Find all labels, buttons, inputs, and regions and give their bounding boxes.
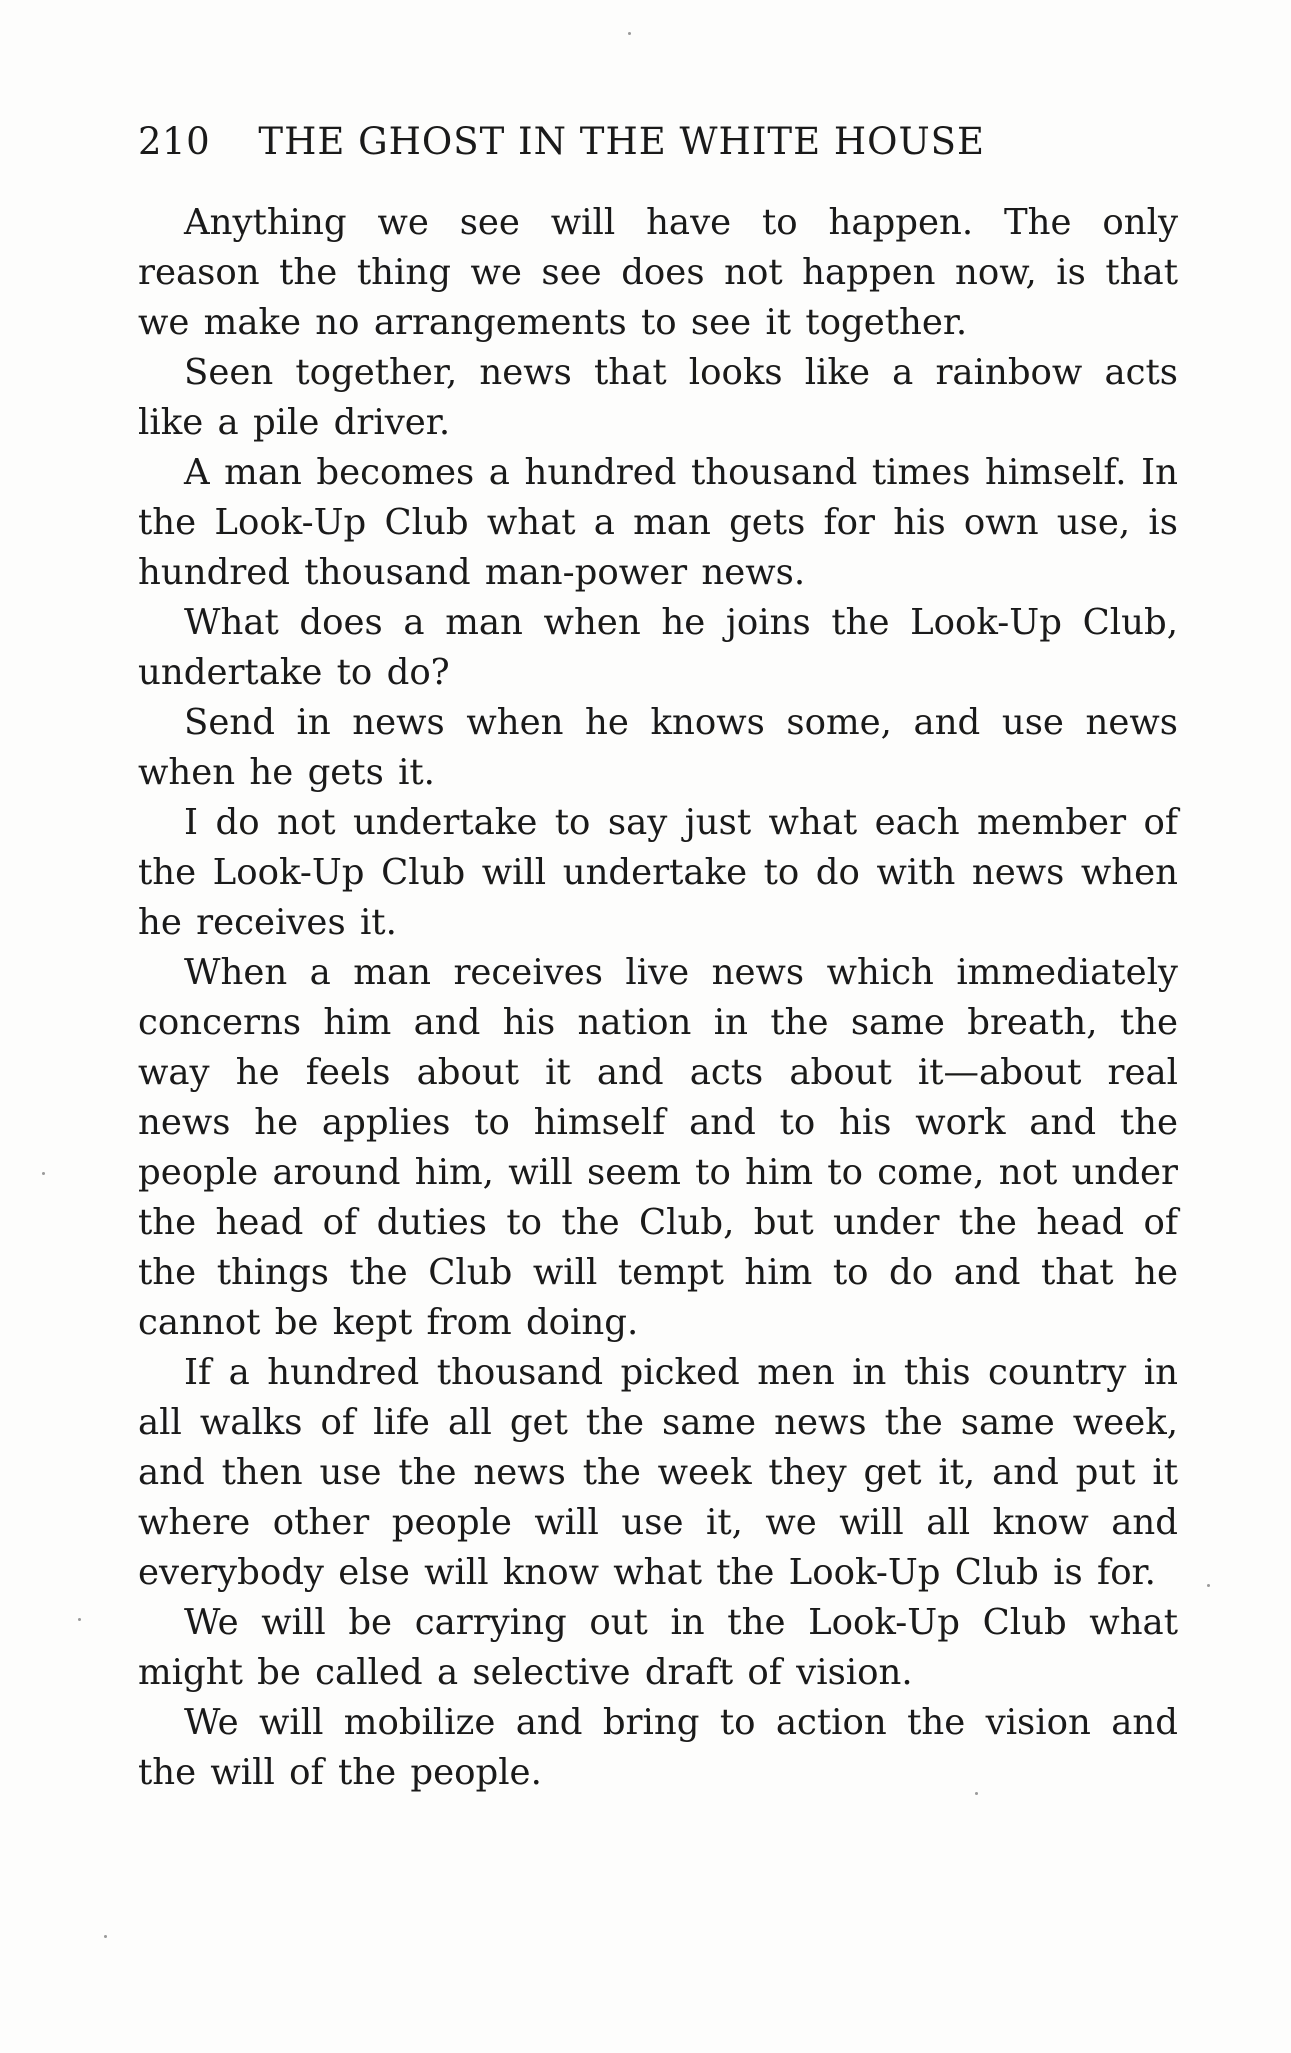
paragraph: What does a man when he joins the Look-Up Club, undertake to do? [138, 602, 1178, 693]
paper-speck [78, 1618, 81, 1621]
body-text [138, 198, 1178, 1798]
paragraph: Send in news when he knows some, and use news when he gets it. [138, 702, 1178, 793]
paragraph: If a hundred thousand picked men in this country in all walks of life all get the same news the same week, and then use the news the week they get it, and put it where other people will use it, we will all know and everybody else will know what the Look-Up Club is for. [138, 1352, 1178, 1593]
paragraph: Anything we see will have to happen. The only reason the thing we see does not happen now, is that we make no arrangements to see it together. [138, 202, 1178, 343]
paragraph: A man becomes a hundred thousand times himself. In the Look-Up Club what a man gets for his own use, is hundred thousand man-power news. [138, 452, 1178, 593]
page-header [138, 118, 1178, 166]
paper-speck [42, 1172, 45, 1175]
paragraph: We will mobilize and bring to action the vision and the will of the people. [138, 1702, 1178, 1793]
paper-speck [975, 1792, 978, 1795]
paper-speck [104, 1935, 107, 1938]
paragraph: We will be carrying out in the Look-Up Club what might be called a selective draft of vision. [138, 1602, 1178, 1693]
running-head: THE GHOST IN THE WHITE HOUSE [258, 120, 986, 163]
paper-speck [1207, 1584, 1210, 1587]
paragraph: Seen together, news that looks like a rainbow acts like a pile driver. [138, 352, 1178, 443]
paragraph: When a man receives live news which immediately concerns him and his nation in the same breath, the way he feels about it and acts about it—about real news he applies to himself and to his work and the people around him, will seem to him to come, not under the head of duties to the Club, but under the head of the things the Club will tempt him to do and that he cannot be kept from doing. [138, 952, 1178, 1343]
page-number: 210 [138, 120, 211, 163]
paragraph: I do not undertake to say just what each member of the Look-Up Club will undertake to do with news when he receives it. [138, 802, 1178, 943]
paper-speck [628, 32, 631, 35]
